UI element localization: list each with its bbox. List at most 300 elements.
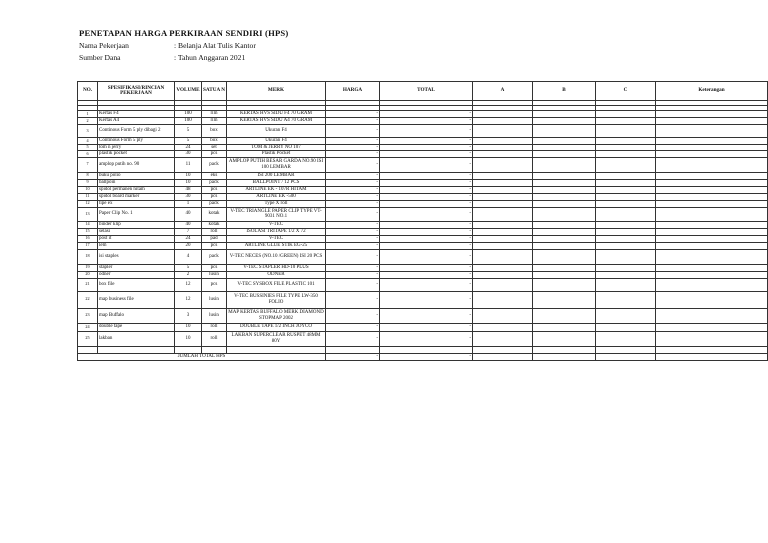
row-c [596,242,656,249]
row-satuan: box [202,138,227,145]
row-c [596,179,656,186]
row-b [533,242,596,249]
row-no: 21 [78,278,98,291]
table-row [78,138,768,145]
row-a [473,186,533,193]
table-row [78,207,768,221]
row-satuan: pcs [202,278,227,291]
row-spec: tom n jerry [98,145,175,151]
row-c [596,308,656,323]
row-total: - [380,271,473,278]
meta-row-pekerjaan [79,41,256,50]
meta-value: : Tahun Anggaran 2021 [174,53,246,62]
row-harga: - [326,157,380,172]
row-b [533,291,596,308]
meta-row-sumber-dana [79,53,245,62]
row-c [596,186,656,193]
row-harga: - [326,242,380,249]
row-b [533,221,596,228]
row-a [473,249,533,264]
table-row [78,331,768,346]
header-spec: SPESIFIKASI/RINCIAN PEKERJAAN [98,82,175,101]
meta-value: : Belanja Alat Tulis Kantor [174,41,256,50]
row-satuan: pack [202,179,227,186]
row-no: 14 [78,221,98,228]
row-keterangan [656,271,768,278]
row-volume: 2 [175,271,202,278]
row-spec: Paper Clip No. 1 [98,207,175,221]
row-satuan: rim [202,118,227,125]
row-b [533,179,596,186]
table-row [78,291,768,308]
row-a [473,138,533,145]
row-keterangan [656,125,768,138]
row-total: - [380,278,473,291]
row-harga: - [326,331,380,346]
row-b [533,228,596,235]
header-keterangan: Keterangan [656,82,768,101]
table-header-row [78,82,768,101]
row-a [473,193,533,200]
row-no: 6 [78,151,98,157]
row-keterangan [656,186,768,193]
row-c [596,221,656,228]
row-harga: - [326,323,380,331]
row-b [533,331,596,346]
row-merk: V-TEC STAPLER HD-10 PLUS [227,264,326,271]
row-satuan: pack [202,200,227,207]
row-c [596,157,656,172]
header-a: A [473,82,533,101]
meta-label: Sumber Dana [79,53,121,62]
row-merk: ARTLINE EK - 107R HITAM [227,186,326,193]
row-volume: 1 [175,200,202,207]
row-keterangan [656,278,768,291]
row-harga: - [326,235,380,242]
row-total: - [380,242,473,249]
row-total: - [380,151,473,157]
table-row [78,125,768,138]
row-volume: 48 [175,186,202,193]
table-row [78,179,768,186]
row-merk: ISOLASI TRITAPE 1/2 X 72 [227,228,326,235]
row-satuan: set [202,145,227,151]
row-spec: amplop putih no. 90 [98,157,175,172]
row-a [473,242,533,249]
row-keterangan [656,179,768,186]
row-harga: - [326,138,380,145]
row-no: 19 [78,264,98,271]
row-total: - [380,118,473,125]
table-row [78,200,768,207]
row-keterangan [656,138,768,145]
row-satuan: roll [202,323,227,331]
row-total: - [380,138,473,145]
row-harga: - [326,278,380,291]
document-title: PENETAPAN HARGA PERKIRAAN SENDIRI (HPS) [79,28,289,38]
row-satuan: rim [202,111,227,118]
row-b [533,118,596,125]
row-a [473,111,533,118]
row-spec: spidol permanen hitam [98,186,175,193]
row-no: 17 [78,242,98,249]
row-total: - [380,111,473,118]
row-no: 9 [78,179,98,186]
row-total: - [380,145,473,151]
row-a [473,157,533,172]
row-keterangan [656,200,768,207]
row-no: 18 [78,249,98,264]
row-spec: post it [98,235,175,242]
row-total: - [380,200,473,207]
row-keterangan [656,291,768,308]
row-total: - [380,221,473,228]
row-b [533,278,596,291]
row-spec: lem [98,242,175,249]
row-no: 16 [78,235,98,242]
row-c [596,271,656,278]
row-c [596,249,656,264]
row-b [533,200,596,207]
row-b [533,138,596,145]
row-total: - [380,264,473,271]
table-row [78,221,768,228]
row-b [533,264,596,271]
row-a [473,200,533,207]
row-a [473,118,533,125]
row-c [596,264,656,271]
row-volume: 24 [175,145,202,151]
row-spec: ballpoin [98,179,175,186]
row-c [596,207,656,221]
row-b [533,172,596,179]
row-merk: Ukuran F4 [227,138,326,145]
row-harga: - [326,291,380,308]
header-volume: VOLUME [175,82,202,101]
row-merk: V-TEC SYSBOX FILE PLASTIC 101 [227,278,326,291]
row-merk: KERTAS HVS SIDU F4 70 GRAM [227,111,326,118]
row-total: - [380,331,473,346]
row-keterangan [656,193,768,200]
row-keterangan [656,249,768,264]
row-a [473,323,533,331]
row-c [596,118,656,125]
row-no: 3 [78,125,98,138]
row-satuan: pad [202,235,227,242]
row-no: 1 [78,111,98,118]
row-a [473,331,533,346]
row-c [596,331,656,346]
meta-label: Nama Pekerjaan [79,41,129,50]
row-total: - [380,323,473,331]
blank-row [78,346,768,353]
header-merk: MERK [227,82,326,101]
row-total: - [380,157,473,172]
table-row [78,111,768,118]
row-spec: Kertas A4 [98,118,175,125]
row-volume: 20 [175,242,202,249]
row-c [596,235,656,242]
row-satuan: pcs [202,151,227,157]
row-keterangan [656,111,768,118]
row-no: 23 [78,308,98,323]
table-row [78,193,768,200]
total-harga: - [326,353,380,360]
row-no: 12 [78,200,98,207]
row-total: - [380,291,473,308]
table-row [78,271,768,278]
row-keterangan [656,207,768,221]
row-merk: V-TEC TRIANGLE PAPER CLIP TYPE VT-9031 NO.1 [227,207,326,221]
header-c: C [596,82,656,101]
row-spec: map Buffalo [98,308,175,323]
row-satuan: eks [202,172,227,179]
row-total: - [380,193,473,200]
header-no: NO. [78,82,98,101]
row-volume: 24 [175,235,202,242]
row-satuan: kotak [202,207,227,221]
row-volume: 40 [175,221,202,228]
row-b [533,193,596,200]
row-volume: 5 [175,264,202,271]
row-satuan: pcs [202,193,227,200]
row-b [533,111,596,118]
row-total: - [380,186,473,193]
row-c [596,111,656,118]
row-c [596,138,656,145]
row-harga: - [326,264,380,271]
row-merk: AMPLOP PUTIH BESAR GARDA NO.90 ISI 100 LEMBAR [227,157,326,172]
row-a [473,308,533,323]
row-merk: Type X roll [227,200,326,207]
row-a [473,228,533,235]
row-a [473,125,533,138]
row-volume: 12 [175,291,202,308]
row-satuan: box [202,125,227,138]
table-row [78,278,768,291]
row-no: 13 [78,207,98,221]
row-spec: box file [98,278,175,291]
row-satuan: lusin [202,271,227,278]
row-total: - [380,228,473,235]
row-total: - [380,308,473,323]
row-merk: V-TEC [227,235,326,242]
row-spec: map business file [98,291,175,308]
row-no: 20 [78,271,98,278]
row-keterangan [656,242,768,249]
row-merk: V-TEC BUSSINIES FILE TYPE LW-350 FOLIO [227,291,326,308]
row-volume: 10 [175,172,202,179]
hps-table [77,81,768,361]
row-volume: 3 [175,308,202,323]
row-a [473,207,533,221]
row-merk: ODNER [227,271,326,278]
row-volume: 100 [175,111,202,118]
row-harga: - [326,151,380,157]
row-keterangan [656,172,768,179]
row-satuan: roll [202,228,227,235]
row-volume: 30 [175,151,202,157]
row-no: 10 [78,186,98,193]
row-volume: 12 [175,278,202,291]
row-merk: ISI 200 LEMBAR [227,172,326,179]
row-b [533,235,596,242]
row-keterangan [656,221,768,228]
row-satuan: pcs [202,186,227,193]
row-no: 11 [78,193,98,200]
table-body [78,101,768,347]
row-b [533,249,596,264]
row-b [533,308,596,323]
row-total: - [380,172,473,179]
row-keterangan [656,331,768,346]
row-satuan: lusin [202,308,227,323]
row-harga: - [326,118,380,125]
total-row [78,353,768,360]
row-spec: Continous Form 5 ply dibagi 2 [98,125,175,138]
row-keterangan [656,157,768,172]
row-satuan: pcs [202,242,227,249]
row-volume: 10 [175,179,202,186]
row-spec: plastik pocket [98,151,175,157]
row-spec: double tape [98,323,175,331]
table-row [78,308,768,323]
row-a [473,291,533,308]
row-merk: KERTAS HVS SIDU A4 70 GRAM [227,118,326,125]
row-b [533,271,596,278]
header-total: TOTAL [380,82,473,101]
row-keterangan [656,308,768,323]
row-a [473,179,533,186]
table-row [78,228,768,235]
row-keterangan [656,235,768,242]
row-c [596,323,656,331]
row-harga: - [326,207,380,221]
header-harga: HARGA [326,82,380,101]
row-volume: 7 [175,228,202,235]
row-keterangan [656,228,768,235]
table-row [78,157,768,172]
row-b [533,157,596,172]
table-row [78,249,768,264]
row-spec: isi staples [98,249,175,264]
row-merk: TOM & JERRY NO 107 [227,145,326,151]
row-total: - [380,207,473,221]
table-row [78,264,768,271]
row-spec: Continous Form 5 ply [98,138,175,145]
row-c [596,200,656,207]
row-merk: Ukuran F4 [227,125,326,138]
row-harga: - [326,145,380,151]
row-volume: 10 [175,323,202,331]
row-harga: - [326,179,380,186]
row-spec: binder klip [98,221,175,228]
row-volume: 100 [175,118,202,125]
row-no: 15 [78,228,98,235]
row-satuan: pack [202,157,227,172]
row-merk: LAKBAN SUPERCLEAR RUSPET 48MM 80Y [227,331,326,346]
row-volume: 4 [175,249,202,264]
table-row [78,172,768,179]
table-row [78,242,768,249]
row-a [473,264,533,271]
row-a [473,221,533,228]
row-volume: 10 [175,331,202,346]
row-no: 8 [78,172,98,179]
row-keterangan [656,118,768,125]
row-no: 4 [78,138,98,145]
row-harga: - [326,193,380,200]
row-merk: Plastik Pocket [227,151,326,157]
row-total: - [380,179,473,186]
row-merk: V-TEC NECES (NO.10 /GREEN) ISI 20 PCS [227,249,326,264]
row-harga: - [326,172,380,179]
row-volume: 5 [175,125,202,138]
row-harga: - [326,271,380,278]
row-spec: Kertas F4 [98,111,175,118]
row-no: 25 [78,331,98,346]
row-keterangan [656,264,768,271]
row-b [533,323,596,331]
row-harga: - [326,186,380,193]
row-merk: DOUBLE TAPE 1/2 INCH JOYCO [227,323,326,331]
row-harga: - [326,221,380,228]
row-a [473,271,533,278]
row-c [596,125,656,138]
row-no: 22 [78,291,98,308]
row-spec: spidol board marker [98,193,175,200]
row-c [596,278,656,291]
row-total: - [380,249,473,264]
total-label: JUMLAH TOTAL HPS [78,353,326,360]
row-total: - [380,235,473,242]
table-row [78,118,768,125]
row-harga: - [326,249,380,264]
table-row [78,235,768,242]
row-satuan: pcs [202,264,227,271]
row-spec: buku polio [98,172,175,179]
row-merk: BALLPOINT / 12 PCS [227,179,326,186]
row-spec: odner [98,271,175,278]
row-satuan: kotak [202,221,227,228]
header-b: B [533,82,596,101]
total-total: - [380,353,473,360]
row-harga: - [326,308,380,323]
row-no: 2 [78,118,98,125]
row-no: 5 [78,145,98,151]
row-volume: 40 [175,207,202,221]
row-keterangan [656,323,768,331]
row-spec: lakban [98,331,175,346]
row-merk: V-TEC [227,221,326,228]
row-c [596,193,656,200]
row-satuan: pack [202,249,227,264]
row-merk: ARTLINE EK -500 [227,193,326,200]
row-volume: 5 [175,138,202,145]
row-merk: ARTLINE GLUE STIK EG-25 [227,242,326,249]
row-spec: stapler [98,264,175,271]
row-no: 7 [78,157,98,172]
row-a [473,278,533,291]
row-harga: - [326,125,380,138]
row-spec: tipe ex [98,200,175,207]
row-total: - [380,125,473,138]
row-c [596,291,656,308]
table-row [78,186,768,193]
row-satuan: lusin [202,291,227,308]
row-satuan: roll [202,331,227,346]
row-volume: 30 [175,193,202,200]
